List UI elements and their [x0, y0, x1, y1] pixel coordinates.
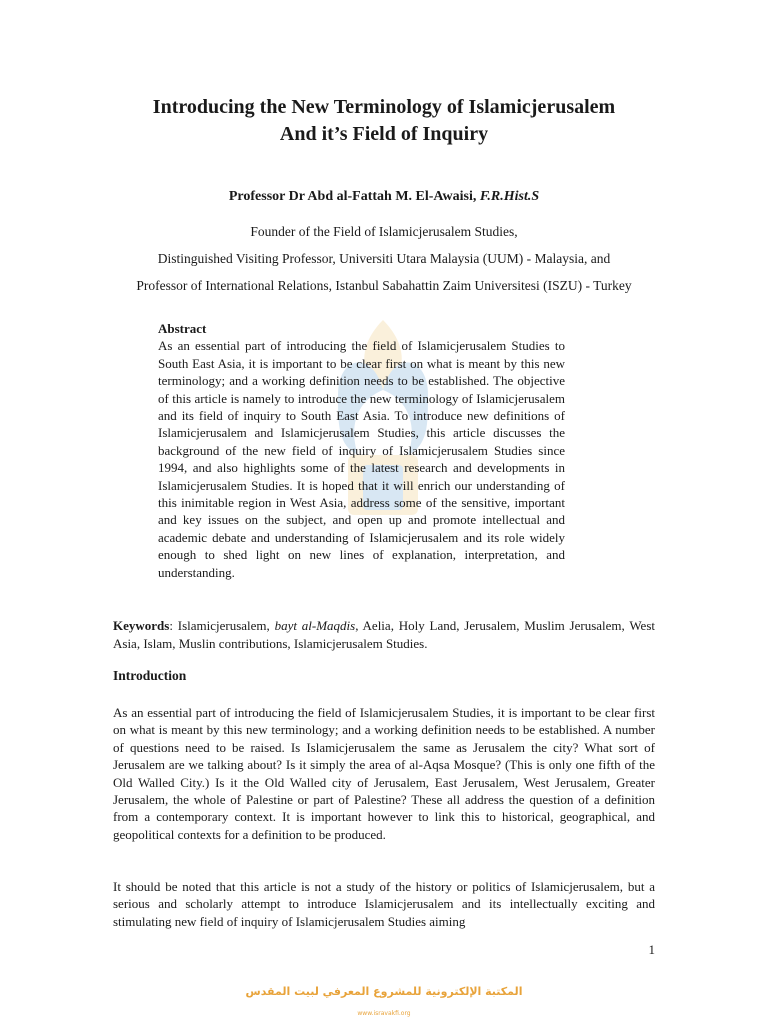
- intro-paragraph-1: As an essential part of introducing the field of Islamicjerusalem Studies, it is important to be clear first on what is meant by this new terminology; and a working definition needs to be established. A number of questions need to be raised. Is Islamicjerusalem the same as Jerusalem the city? What sort of Jerusalem are we talking about? Is it simply the area of al-Aqsa Mosque? (This is only one fifth of the Old Walled City.) Is it the Old Walled city of Jerusalem, East Jerusalem, West Jerusalem, Greater Jerusalem, the whole of Palestine or part of Palestine? These all address the question of a definition from a contemporary context. It is important however to link this to historical, geographical, and geopolitical contexts for a definition to be produced.: [113, 705, 655, 842]
- abstract-section: [158, 320, 565, 581]
- affiliation-1: Founder of the Field of Islamicjerusalem Studies,: [250, 224, 518, 239]
- affiliation-2: Distinguished Visiting Professor, Universiti Utara Malaysia (UUM) - Malaysia, and: [157, 251, 611, 266]
- affiliation-3: Professor of International Relations, Istanbul Sabahattin Zaim Universitesi (ISZU) - Turkey: [136, 278, 632, 293]
- keywords-line: [113, 617, 655, 653]
- paper-title: [84, 94, 684, 148]
- intro-paragraph-2: It should be noted that this article is not a study of the history or politics of Islamicjerusalem, but a serious and scholarly attempt to introduce Islamicjerusalem and its intellectually exciting and stimulating new field of inquiry of Islamicjerusalem Studies aiming: [113, 879, 655, 929]
- author-name: Professor Dr Abd al-Fattah M. El-Awaisi,: [228, 189, 477, 204]
- title-line-2: And it’s Field of Inquiry: [279, 123, 489, 145]
- author-honor: F.R.Hist.S: [479, 189, 540, 204]
- abstract-text: As an essential part of introducing the field of Islamicjerusalem Studies to South East Asia, it is important to be clear first on what is meant by this new terminology; and a working definition needs to be established. The objective of this article is namely to introduce the new terminology of Islamicjerusalem and its field of inquiry to South East Asia. To introduce new definitions of Islamicjerusalem and Islamicjerusalem Studies, this article discusses the background of the new field of inquiry of Islamicjerusalem Studies since 1994, and also highlights some of the latest research and developments in Islamicjerusalem Studies. It is hoped that it will enrich our understanding of this inimitable region in West Asia, address some of the sensitive, important and key issues on the subject, and open up and promote intellectual and academic debate and understanding of Islamicjerusalem and its role widely enough to shed light on new lines of explanation, interpretation, and understanding.: [158, 338, 565, 580]
- keywords-italic: bayt al-Maqdis: [274, 618, 356, 633]
- keywords-part-1: : Islamicjerusalem,: [169, 618, 275, 633]
- keywords-part-2: , Aelia, Holy Land, Jerusalem, Muslim Jerusalem, West Asia, Islam, Muslin contributions, Islamicjerusalem Studies.: [113, 618, 655, 651]
- author-line: [84, 189, 684, 205]
- keywords-label: Keywords: [113, 618, 170, 633]
- footer-library-name: المكتبة الإلكترونية للمشروع المعرفي لبيت المقدس: [245, 985, 523, 998]
- abstract-heading: Abstract: [158, 321, 207, 336]
- title-line-1: Introducing the New Terminology of Islamicjerusalem: [152, 96, 616, 118]
- footer-url: www.isravakfi.org: [357, 1010, 411, 1017]
- introduction-heading: Introduction: [113, 668, 187, 683]
- page-number: 1: [648, 942, 655, 957]
